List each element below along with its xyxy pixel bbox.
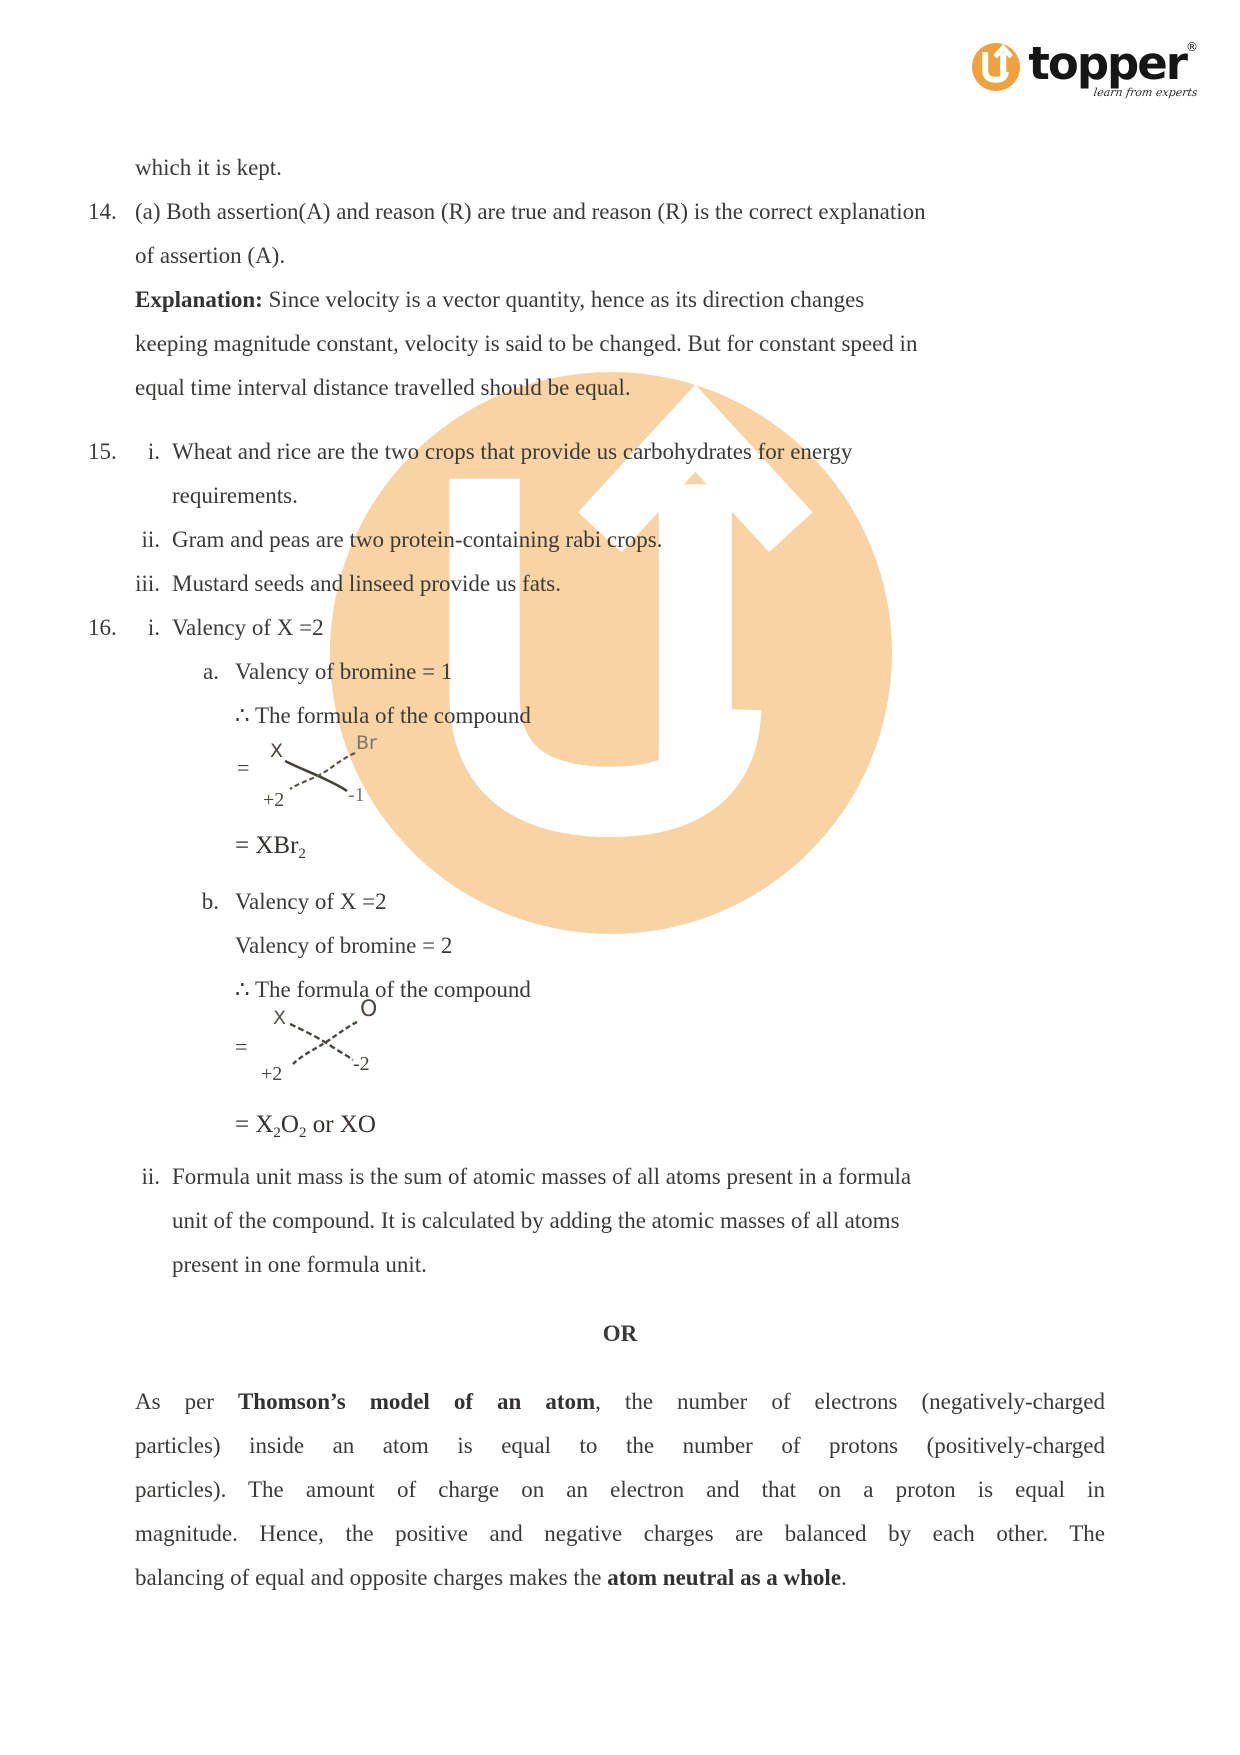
valency-cross-diagram-xbr — [235, 733, 425, 823]
list-marker: ii. — [141, 1164, 160, 1189]
element-br: Br — [356, 732, 377, 754]
u-arrow-icon — [972, 43, 1020, 91]
list-marker: ii. — [141, 527, 160, 552]
or-divider: OR — [602, 1321, 638, 1346]
topper-logo — [972, 37, 1199, 99]
list-marker: iii. — [135, 571, 160, 596]
valency-minus2: -2 — [353, 1053, 370, 1075]
question-16-answer: 16. i. Valency of X =2 a. Valency of bromine = 1 ∴ The formula of the compound — [135, 606, 1105, 738]
brand-name: topper — [1028, 37, 1186, 90]
element-x: X — [273, 1007, 287, 1029]
equals-sign: = — [237, 755, 250, 780]
therefore-line: ∴ The formula of the compound — [235, 703, 531, 728]
valency-cross-diagram-xo — [235, 996, 425, 1092]
list-marker: i. — [147, 439, 160, 464]
formula-x2o2: = $X_2O_2$ or XO — [235, 1111, 376, 1141]
question-number: 15. — [88, 439, 117, 464]
element-o: O — [360, 997, 378, 1022]
valency-plus2: +2 — [261, 1063, 283, 1085]
equals-sign: = — [235, 1034, 248, 1059]
question-number: 16. — [88, 615, 117, 640]
formula-xbr2: = XBr$_2$ — [235, 832, 306, 862]
question-15-answer: 15. i. Wheat and rice are the two crops that provide us carbohydrates for energy requirements. ii. Gram and peas are two protein-containing rabi crops. iii. Mustard seeds and linseed provide us fats. — [135, 430, 1105, 606]
valency-minus1: -1 — [348, 784, 365, 806]
question-14-answer: 14. (a) Both assertion(A) and reason (R) are true and reason (R) is the correct explanation of assertion (A). Explanation: Since velocity is a vector quantity, hence as its direction changes keeping magnitude constant, velocity is said to be changed. But for constant speed in equal time interval distance travelled should be equal. — [135, 190, 1105, 410]
brand-tagline: learn from experts — [1093, 86, 1199, 99]
valency-plus2: +2 — [263, 789, 285, 811]
thomson-paragraph: As per Thomson’s model of an atom, the number of electrons (negatively-charged particles) inside an atom is equal to the number of protons (positively-charged particles). The amount of charge on an electron and that on a proton is equal in magnitude. Hence, the positive and negative charges are balanced by each other. The balancing of equal and opposite charges makes the atom neutral as a whole. — [135, 1389, 1106, 1590]
list-marker: i. — [147, 615, 160, 640]
question-16-ii: ii. Formula unit mass is the sum of atomic masses of all atoms present in a formula unit of the compound. It is calculated by adding the atomic masses of all atoms present in one formula unit. — [135, 1155, 1105, 1287]
explanation-label: Explanation: — [135, 287, 263, 312]
list-marker: b. — [201, 889, 219, 914]
registered-mark: ® — [1186, 40, 1198, 54]
question-number: 14. — [88, 199, 117, 224]
element-x: X — [270, 740, 284, 762]
question-16b: b. Valency of X =2 Valency of bromine = 2 ∴ The formula of the compound — [135, 880, 1105, 1012]
carryover-line: which it is kept. — [135, 155, 282, 180]
therefore-line: ∴ The formula of the compound — [235, 977, 531, 1002]
list-marker: a. — [203, 659, 219, 684]
